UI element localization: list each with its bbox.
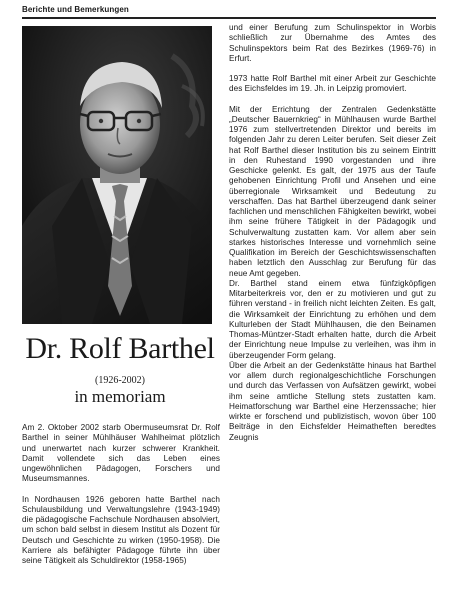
paragraph: Dr. Barthel stand einem etwa fünfzigköpfigen Mitarbeiterkreis vor, den er zu motivieren und gut zu führen verstand - in freilich nicht leichten Zeiten. Es galt, die Wirksamkeit der Einrichtung zu erhöhen und dem Kulturleben der Stadt Mühlhausen, die den Beinamen Thomas-Müntzer-Stadt erhalten hatte, durch die Arbeit der Einrichtung neue Impulse zu verleihen, was ihm in überzeugender Form gelang. [229, 278, 436, 360]
paragraph: 1973 hatte Rolf Barthel mit einer Arbeit zur Geschichte des Eichsfeldes im 19. Jh. in Leipzig promoviert. [229, 74, 436, 94]
life-years: (1926-2002) [95, 375, 145, 386]
paragraph: In Nordhausen 1926 geboren hatte Barthel nach Schulausbildung und Verwaltungslehre (1943-1949) die pädagogische Fachschule Nordhausen absolviert, um schon bald selbst in diesem Institut als Dozent für Deutsch und Geschichte zu wirken (1950-1958). Die Karriere als befähigter Pädagoge führte ihn über seine Tätigkeit als Schuldirektor (1958-1965) [22, 494, 220, 565]
left-text-column [22, 423, 220, 566]
portrait-photo [22, 26, 212, 324]
paragraph: Über die Arbeit an der Gedenkstätte hinaus hat Barthel vor allem durch regionalgeschichtliche Forschungen und durch das Verfassen von Aufsätzen gewirkt, wobei ihm seine amtliche Stellung stets zustatten kam. Heimatforschung war Barthel eine Herzenssache; hier wirkte er forschend und publizistisch, wovon über 100 Beiträge in den Eichsfelder Heimatheften beredtes Zeugnis [229, 360, 436, 442]
header-rule [22, 17, 436, 19]
paragraph: Mit der Errichtung der Zentralen Gedenkstätte „Deutscher Bauernkrieg“ in Mühlhausen wurde Barthel 1976 zum stellvertretenden Direktor und bereits im folgenden Jahr zu deren Leiter berufen. Seit dieser Zeit hat Rolf Barthel dieser Institution bis zu seinem Eintritt in den Ruhestand 1990 vorgestanden und ihre Geschicke gelenkt. Es galt, der 1975 aus der Taufe gehobenen Einrichtung Profil und Ansehen und eine überregionale Wirksamkeit und Bedeutung zu verschaffen. Das hat Barthel überzeugend dank seiner fachlichen und menschlichen Fähigkeiten bewirkt, wobei ihm seine frühere Tätigkeit in der Pädagogik und Schulverwaltung zustatten kam. Vor allem aber sein starkes historisches Interesse und vornehmlich seine Qualifikation im Bereich der Geschichtswissenschaften haben letztlich den Ausschlag zur Berufung für das neue Amt gegeben. [229, 104, 436, 278]
paragraph: und einer Berufung zum Schulinspektor in Worbis schließlich zur Übernahme des Amtes des Schulinspektors beim Rat des Bezirkes (1969-76) in Erfurt. [229, 23, 436, 63]
paragraph: Am 2. Oktober 2002 starb Obermuseumsrat Dr. Rolf Barthel in seiner Mühlhäuser Wahlheimat plötzlich und unerwartet nach kurzer schwerer Krankheit. Damit vollendete sich das Leben eines ungewöhnlichen Pädagogen, Forschers und Museumsmannes. [22, 423, 220, 484]
right-text-column [229, 23, 436, 443]
in-memoriam-subtitle: in memoriam [74, 387, 166, 406]
portrait-image [22, 26, 212, 324]
obituary-title: Dr. Rolf Barthel [25, 332, 215, 365]
section-header: Berichte und Bemerkungen [22, 5, 129, 14]
